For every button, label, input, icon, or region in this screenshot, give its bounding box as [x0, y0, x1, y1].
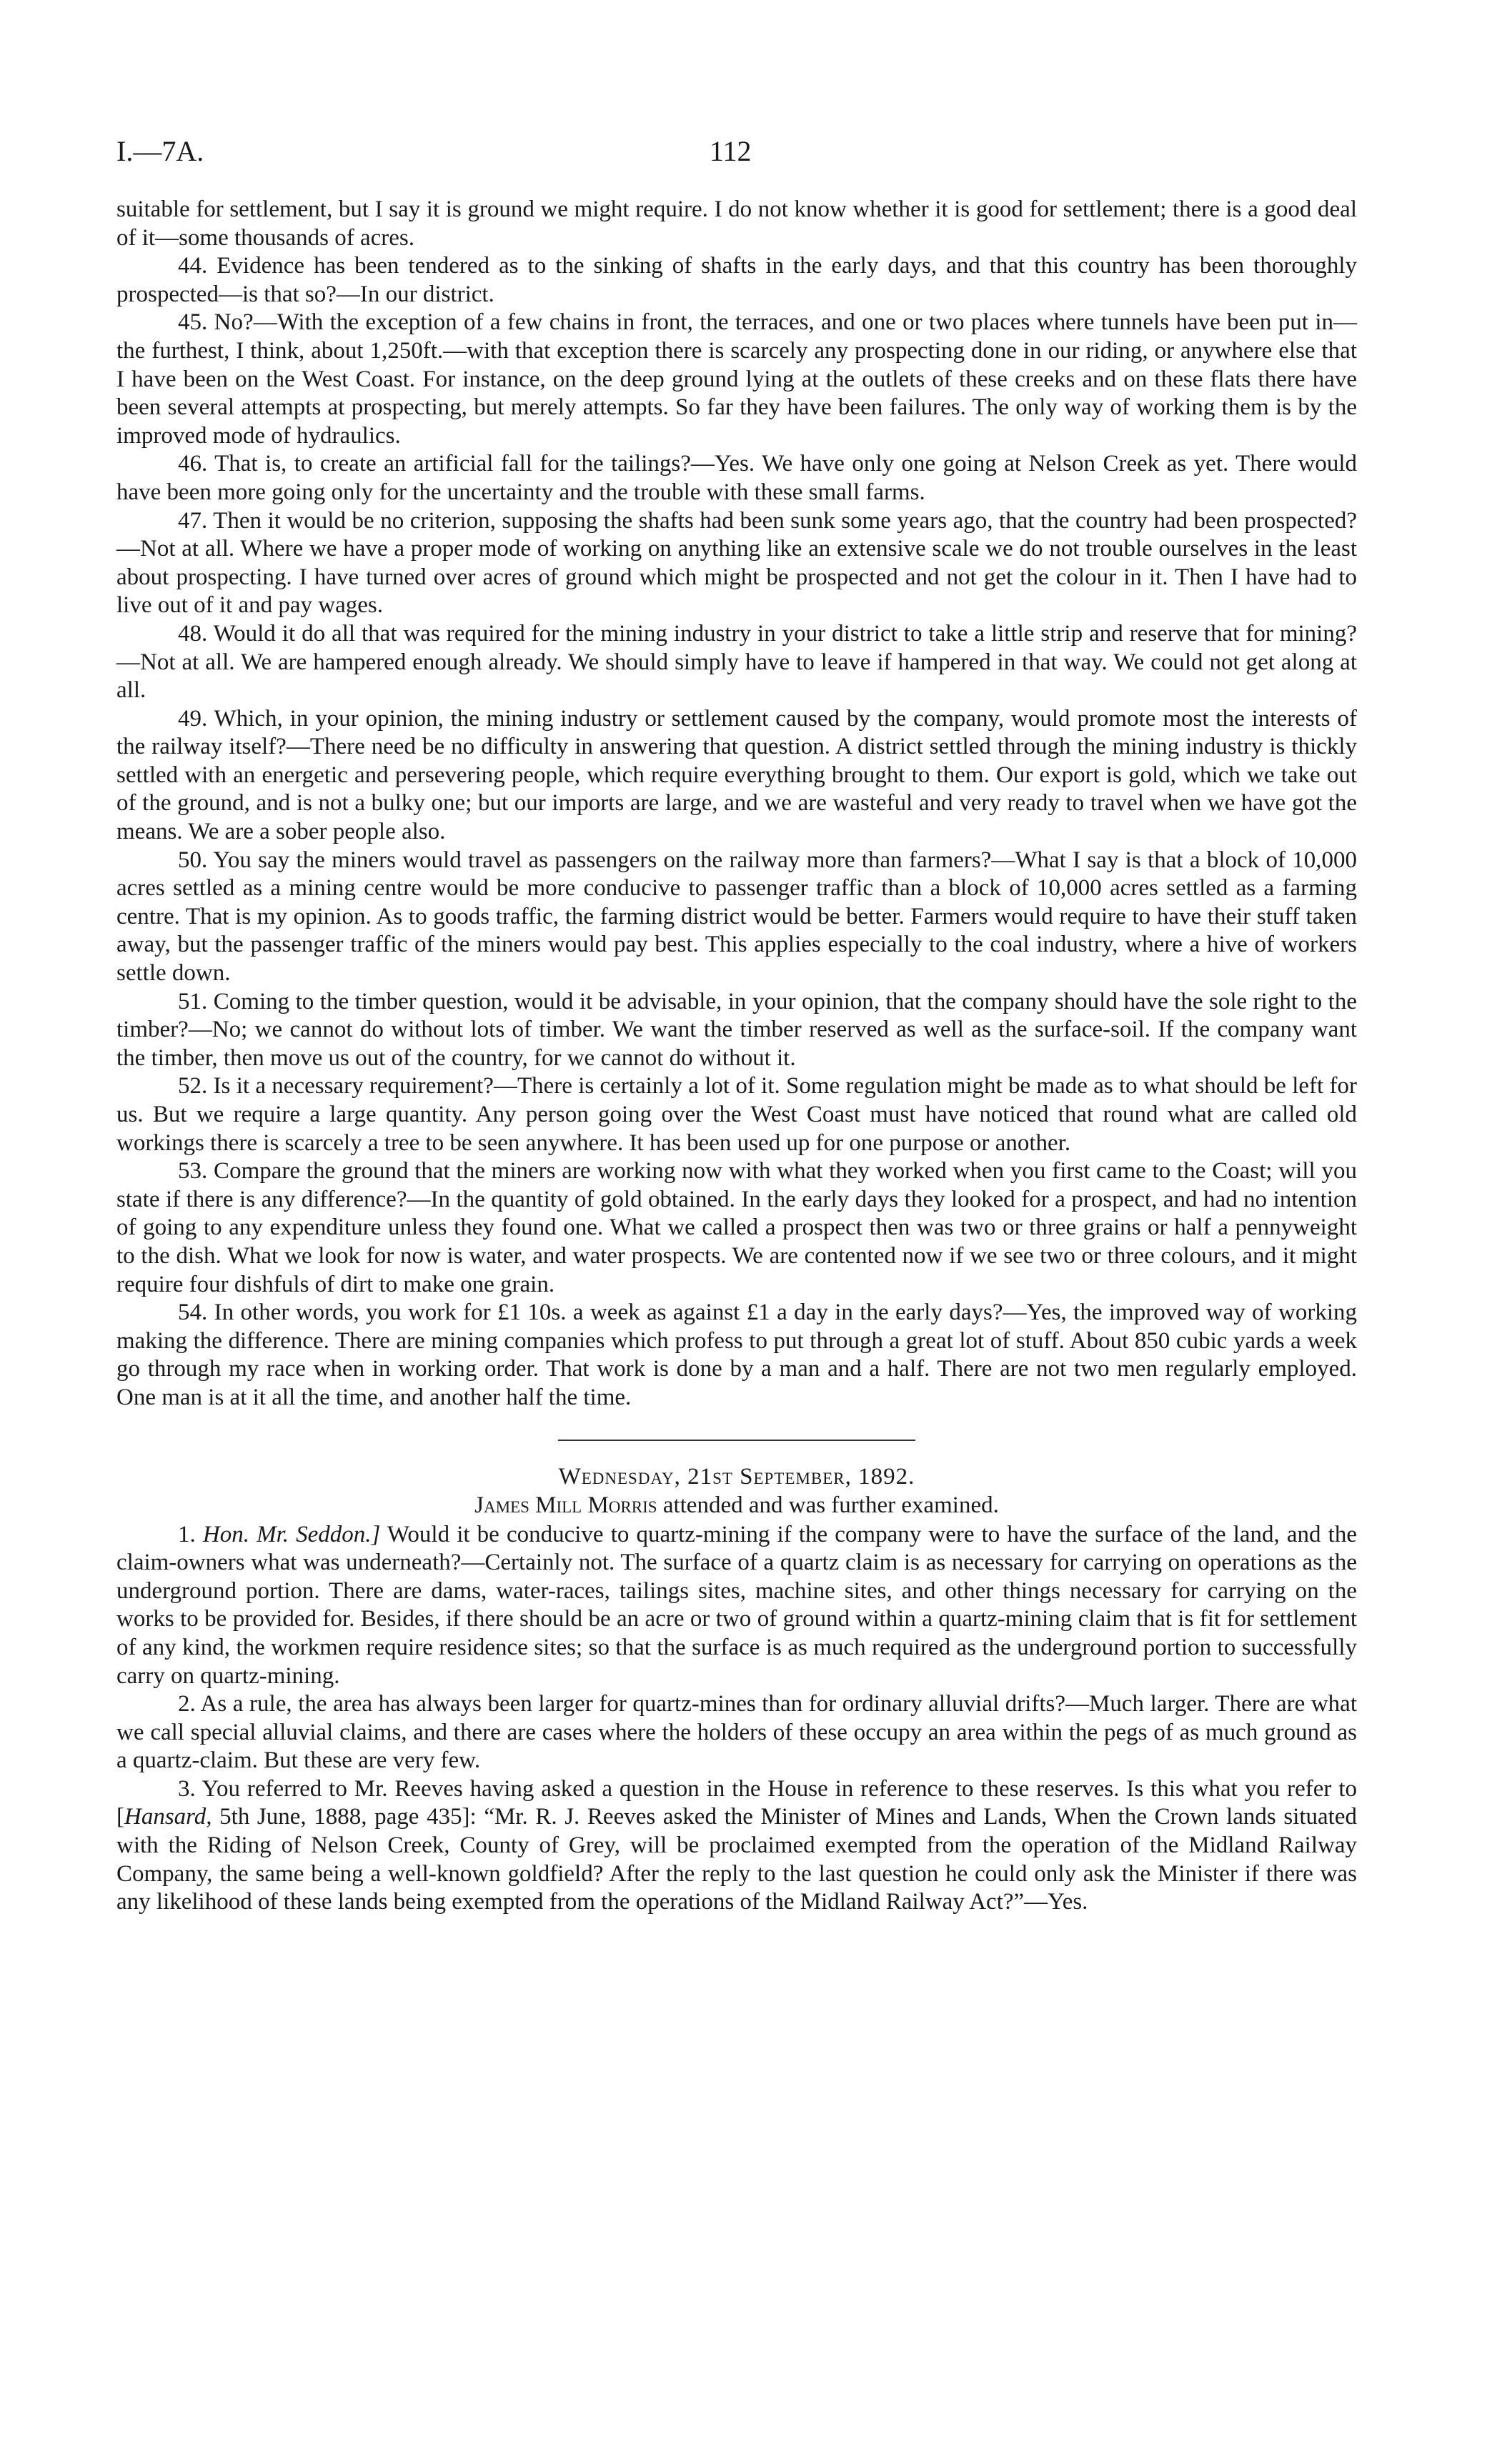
witness-name: James Mill Morris [474, 1492, 657, 1518]
paragraph-q54: 54. In other words, you work for £1 10s. a week as against £1 a day in the early days?—Yes, the improved way of working making the difference. There are mining companies which profess to put through a great lot of stuff. About 850 cubic yards a week go through my race when in working order. That work is done by a man and a half. There are not two men regularly employed. One man is at it all the time, and another half the time. [116, 1300, 1357, 1410]
paragraph-q44: 44. Evidence has been tendered as to the sinking of shafts in the early days, and that this country has been thoroughly prospected—is that so?—In our district. [116, 253, 1357, 307]
paragraph-q3 [116, 1775, 1357, 1917]
q1-text: Would it be conducive to quartz-mining if the company were to have the surface of the land, and the claim-owners what was underneath?—Certainly not. The surface of a quartz claim is as necessary for carrying on operations as the underground portion. There are dams, water-races, tailings sites, machine sites, and other things necessary for carrying on the works to be provided for. Besides, if there should be an acre or two of ground within a quartz-mining claim that is fit for settlement of any kind, the workmen require residence sites; so that the surface is as much required as the underground portion to successfully carry on quartz-mining. [116, 1521, 1358, 1689]
paragraph-q46: 46. That is, to create an artificial fall for the tailings?—Yes. We have only one going at Nelson Creek as yet. There would have been more going only for the uncertainty and the trouble with these small farms. [116, 451, 1357, 505]
paragraph-q52: 52. Is it a necessary requirement?—There is certainly a lot of it. Some regulation might be made as to what should be left for us. But we require a large quantity. Any person going over the West Coast must have noticed that round what are called old workings there is scarcely a tree to be seen anywhere. It has been used up for one purpose or another. [116, 1073, 1357, 1156]
paragraph-q50: 50. You say the miners would travel as passengers on the railway more than farmers?—What I say is that a block of 10,000 acres settled as a mining centre would be more conducive to passenger traffic than a block of 10,000 acres settled as a farming centre. That is my opinion. As to goods traffic, the farming district would be better. Farmers would require to have their stuff taken away, but the passenger traffic of the miners would pay best. This applies especially to the coal industry, where a hive of workers settle down. [116, 847, 1357, 987]
paragraph-q45: 45. No?—With the exception of a few chains in front, the terraces, and one or two places where tunnels have been put in—the furthest, I think, about 1,250ft.—with that exception there is scarcely any prospecting done in our riding, or anywhere else that I have been on the West Coast. For instance, on the deep ground lying at the outlets of these creeks and on these flats there have been several attempts at prospecting, but merely attempts. So far they have been failures. The only way of working them is by the improved mode of hydraulics. [116, 309, 1357, 449]
paragraph-q1 [116, 1521, 1357, 1691]
paragraph-q53: 53. Compare the ground that the miners are working now with what they worked when you first came to the Coast; will you state if there is any difference?—In the quantity of gold obtained. In the early days they looked for a prospect, and had no intention of going to any expenditure unless they found one. What we called a prospect then was two or three grains or half a pennyweight to the dish. What we look for now is water, and water prospects. We are contented now if we see two or three colours, and it might require four dishfuls of dirt to make one grain. [116, 1158, 1357, 1297]
paragraph-q47: 47. Then it would be no criterion, supposing the shafts had been sunk some years ago, that the country had been prospected?—Not at all. Where we have a proper mode of working on anything like an extensive scale we do not trouble ourselves in the least about prospecting. I have turned over acres of ground which might be prospected and not get the colour in it. Then I have had to live out of it and pay wages. [116, 507, 1357, 619]
witness-line [116, 1491, 1357, 1520]
paragraph-continuation: suitable for settlement, but I say it is ground we might require. I do not know whether it is good for settlement; there is a good deal of it—some thousands of acres. [116, 196, 1357, 251]
witness-status: attended and was further examined. [662, 1492, 999, 1518]
q1-speaker: Hon. Mr. Seddon.] [202, 1521, 381, 1547]
paragraph-q48: 48. Would it do all that was required for the mining industry in your district to take a little strip and reserve that for mining?—Not at all. We are hampered enough already. We should simply have to leave if hampered in that way. We could not get along at all. [116, 620, 1357, 704]
paragraph-q51: 51. Coming to the timber question, would it be advisable, in your opinion, that the company should have the sole right to the timber?—No; we cannot do without lots of timber. We want the timber reserved as well as the surface-soil. If the company want the timber, then move us out of the country, for we cannot do without it. [116, 988, 1357, 1071]
q3-hansard: Hansard, [124, 1804, 212, 1830]
document-page [116, 134, 1357, 1917]
paragraph-q2: 2. As a rule, the area has always been larger for quartz-mines than for ordinary alluvial drifts?—Much larger. There are what we call special alluvial claims, and there are cases where the holders of these occupy an area within the pegs of as much ground as a quartz-claim. But these are very few. [116, 1691, 1357, 1774]
q3-text-before: 3. You referred to Mr. Reeves having asked a question in the House in reference to these reserves. Is this what you refer to [ [116, 1775, 1357, 1830]
parliamentary-paper-reference: I.—7A. [116, 135, 204, 167]
q1-number: 1. [178, 1521, 196, 1547]
section-divider [558, 1440, 915, 1441]
page-header [116, 134, 1357, 184]
session-date-heading: Wednesday, 21st September, 1892. [558, 1463, 915, 1490]
page-number: 112 [710, 135, 752, 167]
page-body [116, 196, 1357, 1917]
paragraph-q49: 49. Which, in your opinion, the mining industry or settlement caused by the company, would promote most the interests of the railway itself?—There need be no difficulty in answering that question. A district settled through the mining industry is thickly settled with an energetic and persevering people, which require everything brought to them. Our export is gold, which we take out of the ground, and is not a bulky one; but our imports are large, and we are wasteful and very ready to travel when we have got the means. We are a sober people also. [116, 705, 1357, 845]
q3-text-after: 5th June, 1888, page 435]: “Mr. R. J. Reeves asked the Minister of Mines and Lands, When the Crown lands situated with the Riding of Nelson Creek, County of Grey, will be proclaimed exempted from the operation of the Midland Railway Company, the same being a well-known goldfield? After the reply to the last question he could only ask the Minister if there was any likelihood of these lands being exempted from the operations of the Midland Railway Act?”—Yes. [116, 1804, 1357, 1915]
